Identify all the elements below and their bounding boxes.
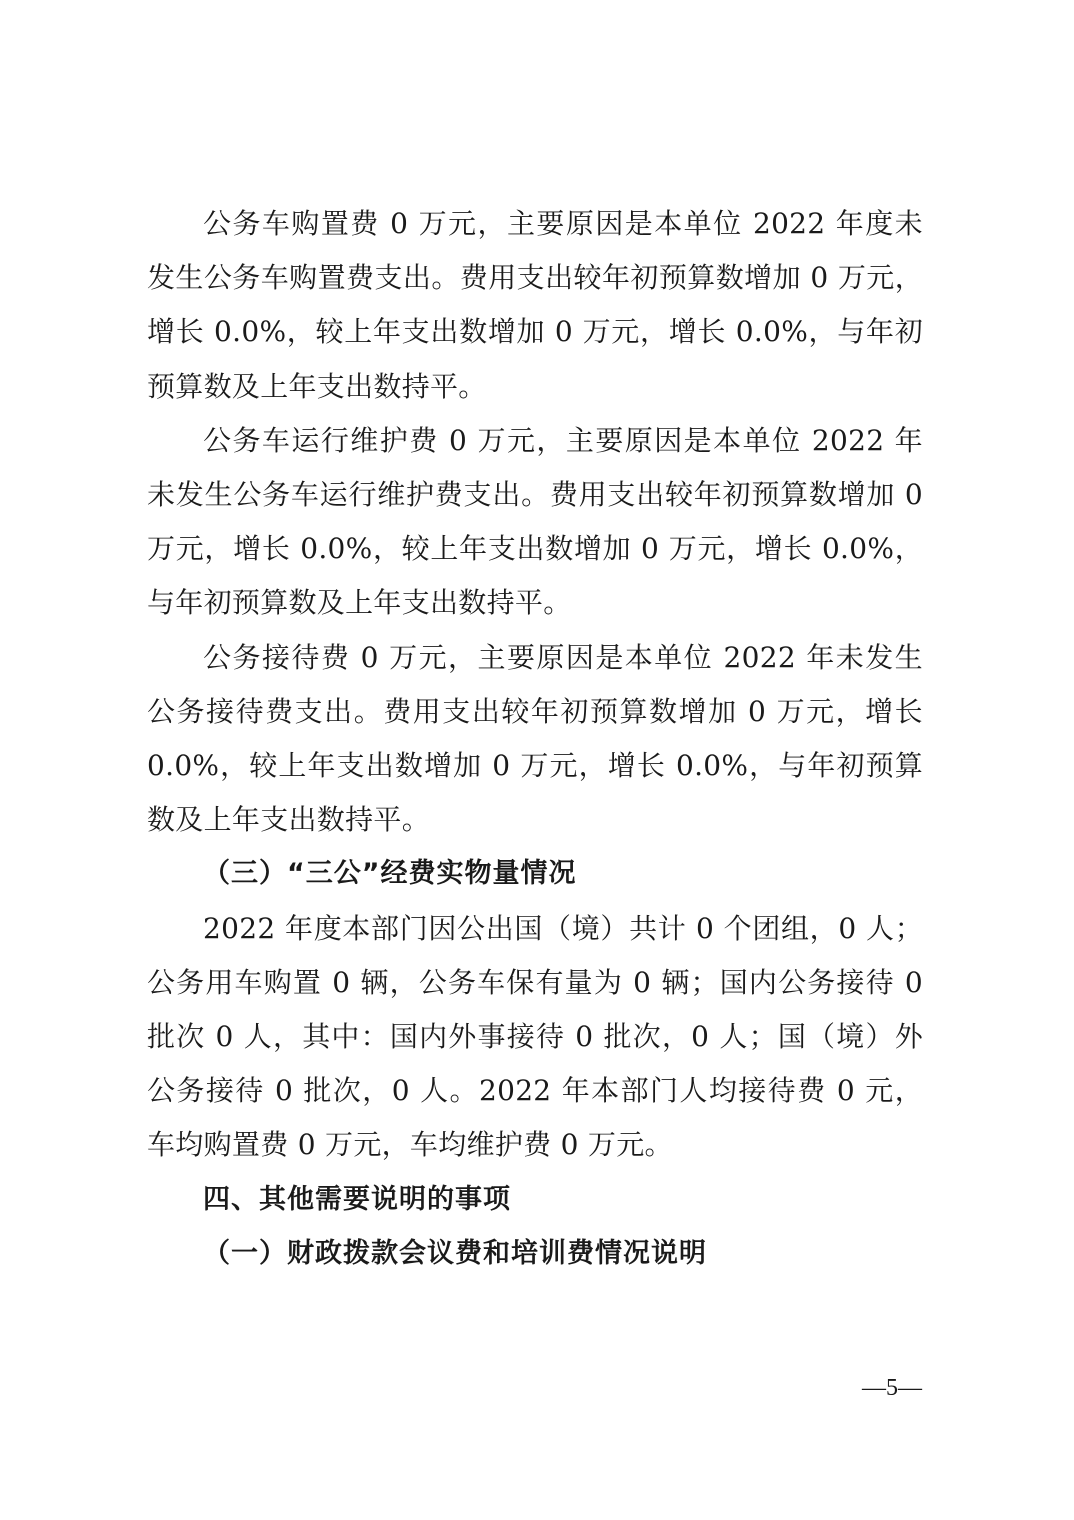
paragraph-reception: 公务接待费 0 万元，主要原因是本单位 2022 年未发生公务接待费支出。费用支出较年初预算数增加 0 万元，增长 0.0%，较上年支出数增加 0 万元，增长 0.0%，与年初预算数及上年支出数持平。	[147, 640, 923, 837]
paragraph-vehicle-maintenance: 公务车运行维护费 0 万元，主要原因是本单位 2022 年未发生公务车运行维护费支出。费用支出较年初预算数增加 0 万元，增长 0.0%，较上年支出数增加 0 万元，增长 0.0%，与年初预算数及上年支出数持平。	[147, 423, 923, 620]
document-body	[147, 197, 923, 1281]
heading-three-public-quantity: （三）“三公”经费实物量情况	[203, 858, 577, 890]
paragraph-vehicle-purchase: 公务车购置费 0 万元，主要原因是本单位 2022 年度未发生公务车购置费支出。费用支出较年初预算数增加 0 万元，增长 0.0%，较上年支出数增加 0 万元，增长 0.0%，与年初预算数及上年支出数持平。	[147, 207, 923, 403]
page-number: —5—	[862, 1375, 922, 1401]
heading-other-matters: 四、其他需要说明的事项	[203, 1183, 511, 1215]
paragraph-quantity-details: 2022 年度本部门因公出国（境）共计 0 个团组，0 人；公务用车购置 0 辆，公务车保有量为 0 辆；国内公务接待 0 批次 0 人，其中：国内外事接待 0 批次，0 人；国（境）外公务接待 0 批次，0 人。2022 年本部门人均接待费 0 元，车均购置费 0 万元，车均维护费 0 万元。	[147, 911, 923, 1162]
heading-meeting-training-fees: （一）财政拨款会议费和培训费情况说明	[203, 1237, 707, 1269]
